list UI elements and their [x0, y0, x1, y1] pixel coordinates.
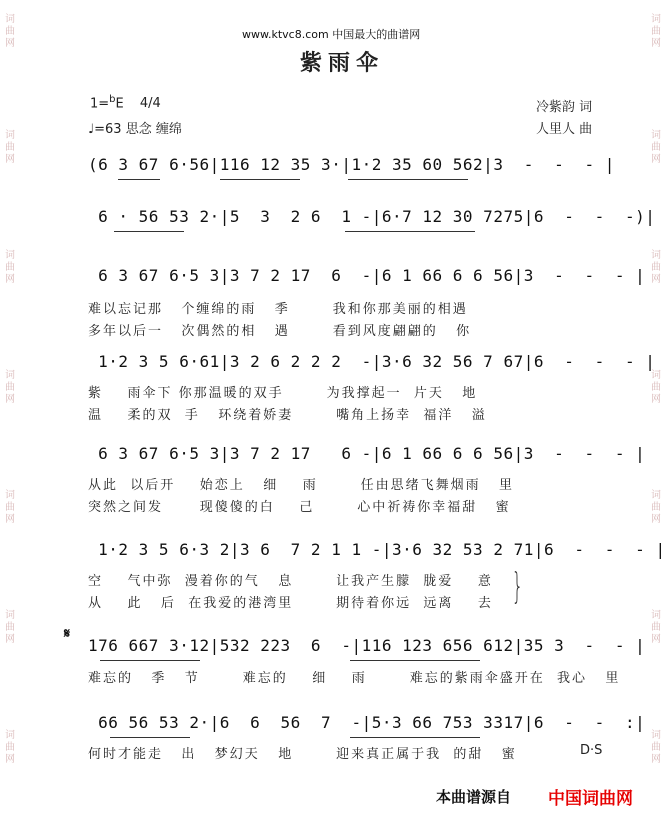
- beam-line: [100, 660, 200, 661]
- song-title: 紫雨伞: [300, 51, 385, 76]
- beam-line: [345, 231, 475, 232]
- score-row: [88, 155, 628, 187]
- watermark-right: 词 曲 网: [651, 250, 661, 285]
- score-row: [88, 444, 646, 476]
- brand-link[interactable]: 中国词曲网: [548, 789, 633, 809]
- score-row: [88, 266, 646, 298]
- lyric-line: 突然之间发 现傻傻的白 己 心中祈祷你幸福甜 蜜: [88, 500, 511, 515]
- score-row: [88, 352, 656, 384]
- beam-line: [350, 660, 480, 661]
- beam-line: [118, 179, 160, 180]
- notation-line: 6 3 67 6·5 3|3 7 2 17 6 -|6 1 66 6 6 56|3 - - - |: [88, 266, 646, 285]
- beam-line: [110, 737, 190, 738]
- lyric-line: 多年以后一 次偶然的相 遇 看到风度翩翩的 你: [88, 324, 472, 339]
- watermark-left: 词 曲 网: [5, 250, 15, 285]
- score-row: [88, 540, 666, 572]
- notation-line: 1·2 3 5 6·3 2|3 6 7 2 1 1 -|3·6 32 53 2 71|6 - - - |: [88, 540, 666, 559]
- notation-line: 6 3 67 6·5 3|3 7 2 17 6 -|6 1 66 6 6 56|3 - - - |: [88, 444, 646, 463]
- watermark-left: 词 曲 网: [5, 490, 15, 525]
- beam-line: [220, 179, 300, 180]
- tempo-marking: [88, 118, 182, 137]
- lyricist-credit: 冷紫韵 词: [536, 100, 593, 115]
- watermark-right: 词 曲 网: [651, 490, 661, 525]
- notation-line: 6 · 56 53 2·|5 3 2 6 1 -|6·7 12 30 7275|6 - - -)|: [88, 207, 656, 226]
- da-segno-mark: D·S: [580, 743, 603, 758]
- score-row: [88, 636, 646, 668]
- watermark-right: 词 曲 网: [651, 130, 661, 165]
- lyric-line: 温 柔的双 手 环绕着娇妻 嘴角上扬幸 福洋 溢: [88, 408, 487, 423]
- lyric-line: 紫 雨伞下 你那温暖的双手 为我撑起一 片天 地: [88, 386, 478, 401]
- notation-line: (6 3 67 6·56|116 12 35 3·|1·2 35 60 562|3 - - - |: [88, 155, 615, 174]
- watermark-left: 词 曲 网: [5, 730, 15, 765]
- notation-line: 66 56 53 2·|6 6 56 7 -|5·3 66 753 3317|6 - - :|: [88, 713, 646, 732]
- key-signature: [90, 94, 161, 111]
- lyric-line: 难忘的 季 节 难忘的 细 雨 难忘的紫雨伞盛开在 我心 里: [88, 671, 621, 686]
- watermark-right: 词 曲 网: [651, 610, 661, 645]
- flat-sign: b: [109, 94, 116, 105]
- watermark-right: 词 曲 网: [651, 370, 661, 405]
- notation-line: 1·2 3 5 6·61|3 2 6 2 2 2 -|3·6 32 56 7 67|6 - - - |: [88, 352, 656, 371]
- watermark-right: 词 曲 网: [651, 14, 661, 49]
- time-signature: 4/4: [139, 96, 161, 112]
- quarter-note-icon: ♩: [88, 122, 95, 137]
- watermark-left: 词 曲 网: [5, 610, 15, 645]
- lyric-line: 空 气中弥 漫着你的气 息 让我产生朦 胧爱 意: [88, 574, 493, 589]
- key-note: E: [115, 96, 124, 112]
- watermark-left: 词 曲 网: [5, 370, 15, 405]
- tempo-text: =63 思念 缠绵: [94, 122, 182, 137]
- beam-line: [114, 231, 184, 232]
- composer-credit: 人里人 曲: [536, 122, 593, 137]
- beam-line: [348, 179, 468, 180]
- watermark-left: 词 曲 网: [5, 130, 15, 165]
- segno-mark: 𝄋: [64, 626, 71, 642]
- key-label: 1=: [90, 96, 110, 112]
- source-text: 本曲谱源自: [436, 788, 512, 806]
- notation-line: 176 667 3·12|532 223 6 -|116 123 656 612|35 3 - - |: [88, 636, 646, 655]
- lyric-line: 从此 以后开 始恋上 细 雨 任由思绪飞舞烟雨 里: [88, 478, 515, 493]
- site-header[interactable]: www.ktvc8.com 中国最大的曲谱网: [242, 28, 421, 41]
- score-row: [88, 207, 656, 239]
- watermark-right: 词 曲 网: [651, 730, 661, 765]
- lyric-line: 何时才能走 出 梦幻天 地 迎来真正属于我 的甜 蜜: [88, 747, 517, 762]
- beam-line: [350, 737, 480, 738]
- lyric-brace: }: [511, 566, 524, 607]
- lyric-line: 从 此 后 在我爱的港湾里 期待着你远 远离 去: [88, 596, 493, 611]
- watermark-left: 词 曲 网: [5, 14, 15, 49]
- lyric-line: 难以忘记那 个缠绵的雨 季 我和你那美丽的相遇: [88, 302, 468, 317]
- score-row: [88, 713, 646, 745]
